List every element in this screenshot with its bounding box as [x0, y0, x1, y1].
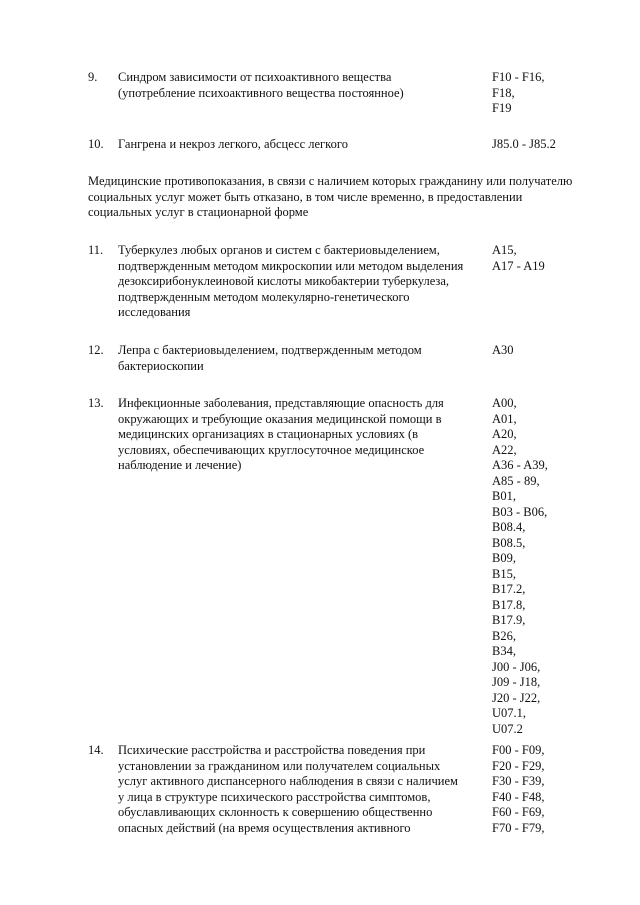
section-paragraph — [88, 174, 608, 221]
icd-codes — [492, 743, 592, 836]
description-line: у лица в структуре психического расстройства симптомов, — [118, 789, 431, 804]
description-line: Гангрена и некроз легкого, абсцесс легкого — [118, 137, 348, 151]
icd-code: A01, — [492, 411, 517, 426]
icd-code: B17.8, — [492, 597, 526, 612]
description-line: Синдром зависимости от психоактивного вещества — [118, 70, 392, 84]
description-line: условиях, обеспечивающих круглосуточное медицинское — [118, 442, 425, 457]
description-line: исследования — [118, 305, 191, 319]
item-description — [118, 70, 478, 101]
description-line: подтвержденным методом микроскопии или методом выделения — [118, 258, 464, 273]
icd-code: B17.9, — [492, 613, 526, 627]
description-line: бактериоскопии — [118, 358, 204, 373]
item-number: 14. — [88, 743, 104, 757]
icd-code: B15, — [492, 566, 516, 581]
item-number: 10. — [88, 137, 104, 151]
description-line: установлении за гражданином или получателем социальных — [118, 758, 441, 773]
description-line: Инфекционные заболевания, представляющие опасность для — [118, 396, 444, 410]
icd-code: B17.2, — [492, 582, 526, 596]
icd-code: B08.4, — [492, 520, 526, 534]
item-number: 9. — [88, 70, 98, 84]
icd-code: F00 - F09, — [492, 743, 545, 757]
icd-code: A17 - A19 — [492, 258, 545, 273]
icd-code: F40 - F48, — [492, 789, 545, 804]
item-description — [118, 243, 478, 321]
icd-code: A15, — [492, 243, 517, 257]
icd-code: J85.0 - J85.2 — [492, 137, 556, 151]
description-line: Туберкулез любых органов и систем с бактериовыделением, — [118, 243, 440, 257]
item-description — [118, 396, 478, 474]
item-description — [118, 137, 478, 153]
icd-code: J20 - J22, — [492, 690, 541, 705]
description-line: обуславливающих склонность к совершению общественно — [118, 805, 433, 819]
item-description — [118, 343, 478, 374]
description-line: услуг активного диспансерного наблюдения в связи с наличием — [118, 774, 458, 788]
description-line: опасных действий (на время осуществления активного — [118, 820, 411, 835]
icd-code: F10 - F16, — [492, 70, 545, 84]
icd-code: A22, — [492, 442, 517, 457]
description-line: (употребление психоактивного вещества постоянное) — [118, 85, 404, 100]
icd-codes — [492, 396, 592, 737]
icd-code: A85 - 89, — [492, 473, 540, 488]
description-line: медицинских организациях в стационарных условиях (в — [118, 427, 419, 441]
description-line: Лепра с бактериовыделением, подтвержденным методом — [118, 343, 422, 357]
icd-code: J09 - J18, — [492, 675, 541, 689]
icd-code: F30 - F39, — [492, 774, 545, 788]
icd-code: A30 — [492, 343, 514, 357]
icd-code: U07.1, — [492, 706, 527, 720]
icd-codes — [492, 137, 592, 153]
icd-code: B01, — [492, 489, 516, 503]
icd-code: B09, — [492, 551, 516, 565]
item-number: 12. — [88, 343, 104, 357]
icd-code: A36 - A39, — [492, 458, 548, 472]
icd-codes — [492, 343, 592, 359]
icd-code: B34, — [492, 644, 516, 658]
icd-codes — [492, 70, 592, 117]
description-line: Психические расстройства и расстройства поведения при — [118, 743, 426, 757]
item-number: 11. — [88, 243, 104, 257]
icd-codes — [492, 243, 592, 274]
icd-code: B03 - B06, — [492, 504, 548, 519]
icd-code: A00, — [492, 396, 517, 410]
icd-code: F70 - F79, — [492, 820, 545, 835]
description-line: дезоксирибонуклеиновой кислоты микобактерии туберкулеза, — [118, 274, 450, 288]
description-line: наблюдение и лечение) — [118, 458, 242, 472]
icd-code: F60 - F69, — [492, 805, 545, 819]
icd-code: B26, — [492, 628, 516, 643]
icd-code: A20, — [492, 427, 517, 441]
description-line: окружающих и требующие оказания медицинской помощи в — [118, 411, 442, 426]
icd-code: U07.2 — [492, 721, 523, 736]
icd-code: F18, — [492, 85, 515, 100]
icd-code: F19 — [492, 101, 512, 115]
icd-code: J00 - J06, — [492, 659, 541, 674]
item-description — [118, 743, 478, 836]
paragraph-line: социальных услуг в стационарной форме — [88, 205, 309, 219]
item-number: 13. — [88, 396, 104, 410]
icd-code: B08.5, — [492, 535, 526, 550]
paragraph-line: социальных услуг может быть отказано, в том числе временно, в предоставлении — [88, 189, 523, 204]
description-line: подтвержденным методом молекулярно-генетического — [118, 289, 410, 304]
icd-code: F20 - F29, — [492, 758, 545, 773]
paragraph-line: Медицинские противопоказания, в связи с наличием которых гражданину или получателю — [88, 174, 573, 188]
